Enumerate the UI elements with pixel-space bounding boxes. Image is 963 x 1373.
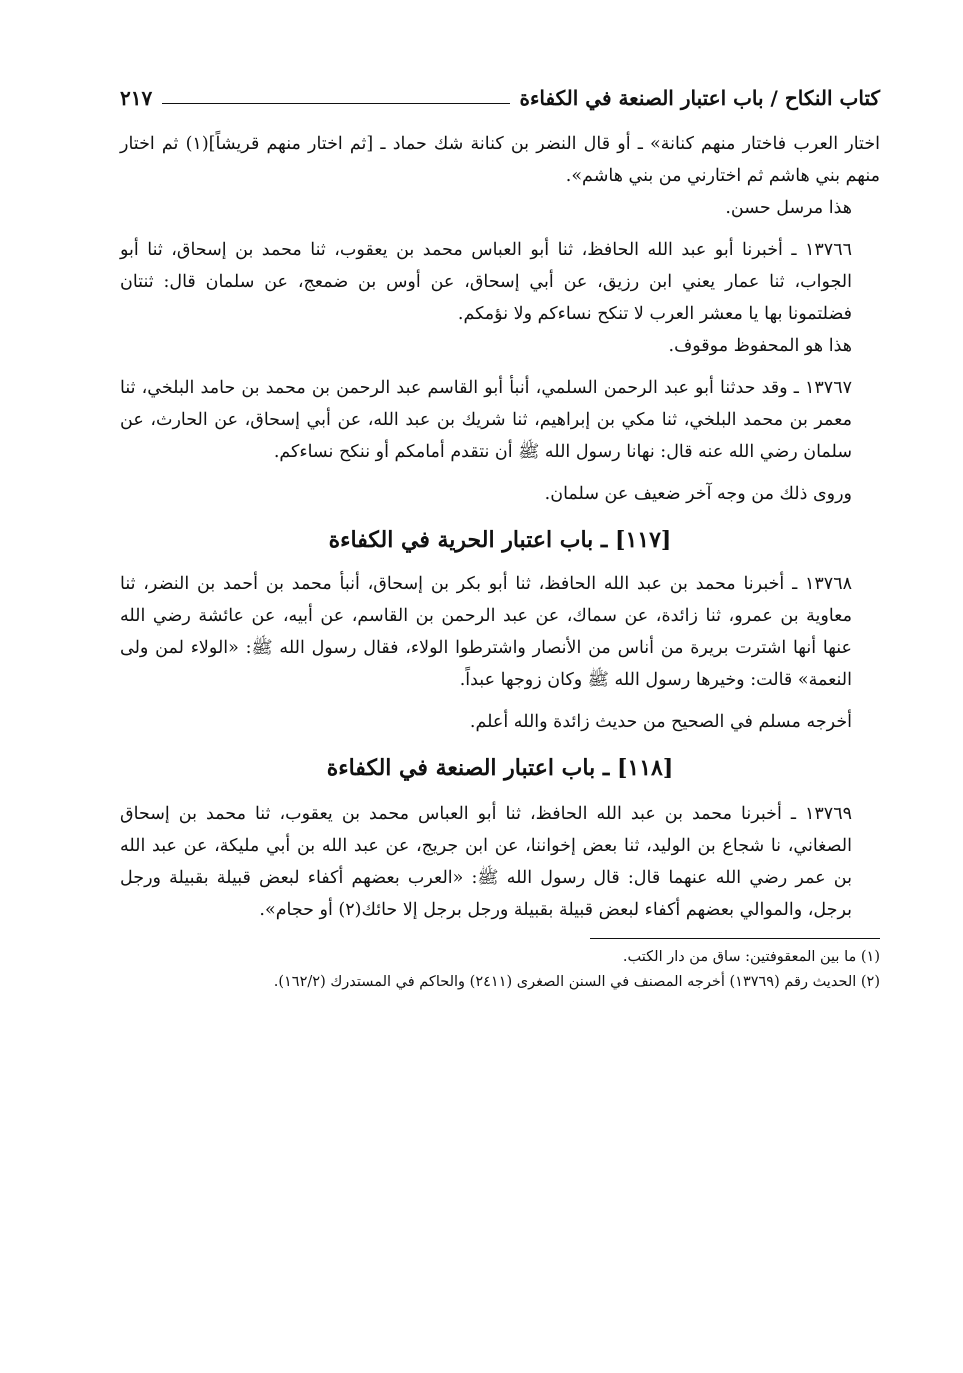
section-heading-117: [١١٧] ـ باب اعتبار الحرية في الكفاءة bbox=[328, 527, 672, 553]
page-number: ٢١٧ bbox=[120, 86, 153, 110]
footnote-rule bbox=[590, 938, 880, 939]
header-rule bbox=[162, 103, 509, 104]
paragraph-grading: هذا مرسل حسن. bbox=[725, 198, 852, 218]
running-header bbox=[120, 70, 880, 110]
section-heading-118: [١١٨] ـ باب اعتبار الصنعة في الكفاءة bbox=[326, 755, 674, 781]
footnote-1: (١) ما بين المعقوفتين: ساق من دار الكتب. bbox=[622, 949, 880, 965]
page bbox=[120, 70, 880, 995]
hadith-13766: ١٣٧٦٦ ـ أخبرنا أبو عبد الله الحافظ، ثنا أبو العباس محمد بن يعقوب، ثنا محمد بن إسحاق، ثنا أبو الجواب، ثنا عمار يعني ابن رزيق، عن أبي إسحاق، عن أوس بن ضمعج، عن سلمان قال: ثنتان فضلتمونا بها يا معشر العرب لا تنكح نساءكم ولا نؤمكم. bbox=[120, 240, 852, 324]
hadith-13769: ١٣٧٦٩ ـ أخبرنا محمد بن عبد الله الحافظ، ثنا أبو العباس محمد بن يعقوب، ثنا محمد بن إسحاق الصغاني، نا شجاع بن الوليد، ثنا بعض إخواننا، عن ابن جريج، عن عبد الله بن أبي مليكة، عن عبد الله بن عمر رضي الله عنهما قال: قال رسول الله ﷺ: «العرب بعضهم أكفاء لبعض قبيلة بقبيلة ورجل برجل، والموالي بعضهم أكفاء لبعض قبيلة بقبيلة ورجل برجل إلا حائك(٢) أو حجام». bbox=[120, 804, 852, 920]
footnotes bbox=[120, 938, 880, 995]
paragraph-grading: هذا هو المحفوظ موقوف. bbox=[668, 336, 852, 356]
header-title: كتاب النكاح / باب اعتبار الصنعة في الكفاءة bbox=[519, 86, 880, 110]
hadith-13767: ١٣٧٦٧ ـ وقد حدثنا أبو عبد الرحمن السلمي، أنبأ أبو القاسم عبد الرحمن بن محمد بن حامد البلخي، ثنا معمر بن محمد البلخي، ثنا مكي بن إبراهيم، ثنا شريك بن عبد الله، عن أبي إسحاق، عن الحارث، عن سلمان رضي الله عنه قال: نهانا رسول الله ﷺ أن نتقدم أمامكم أو ننكح نساءكم. bbox=[120, 378, 852, 462]
paragraph-note: أخرجه مسلم في الصحيح من حديث زائدة والله أعلم. bbox=[469, 712, 852, 732]
paragraph-note: وروى ذلك من وجه آخر ضعيف عن سلمان. bbox=[544, 484, 852, 504]
paragraph-continuation: اختار العرب فاختار منهم كنانة» ـ أو قال النضر بن كنانة شك حماد ـ [ثم اختار منهم قريشاً](١) ثم اختار منهم بني هاشم ثم اختارني من بني هاشم». bbox=[120, 134, 880, 186]
footnote-2: (٢) الحديث رقم (١٣٧٦٩) أخرجه المصنف في السنن الصغرى (٢٤١١) والحاكم في المستدرك (١٦٢/٢). bbox=[273, 974, 880, 990]
page-body bbox=[120, 128, 880, 926]
hadith-13768: ١٣٧٦٨ ـ أخبرنا محمد بن عبد الله الحافظ، ثنا أبو بكر بن إسحاق، أنبأ محمد بن أحمد بن النضر، ثنا معاوية بن عمرو، ثنا زائدة، عن سماك، عن عبد الرحمن بن القاسم، عن أبيه، عن عائشة رضي الله عنها أنها اشترت بريرة من أناس من الأنصار واشترطوا الولاء، فقال رسول الله ﷺ: «الولاء لمن ولى النعمة» قالت: وخيرها رسول الله ﷺ وكان زوجها عبداً. bbox=[120, 574, 852, 690]
